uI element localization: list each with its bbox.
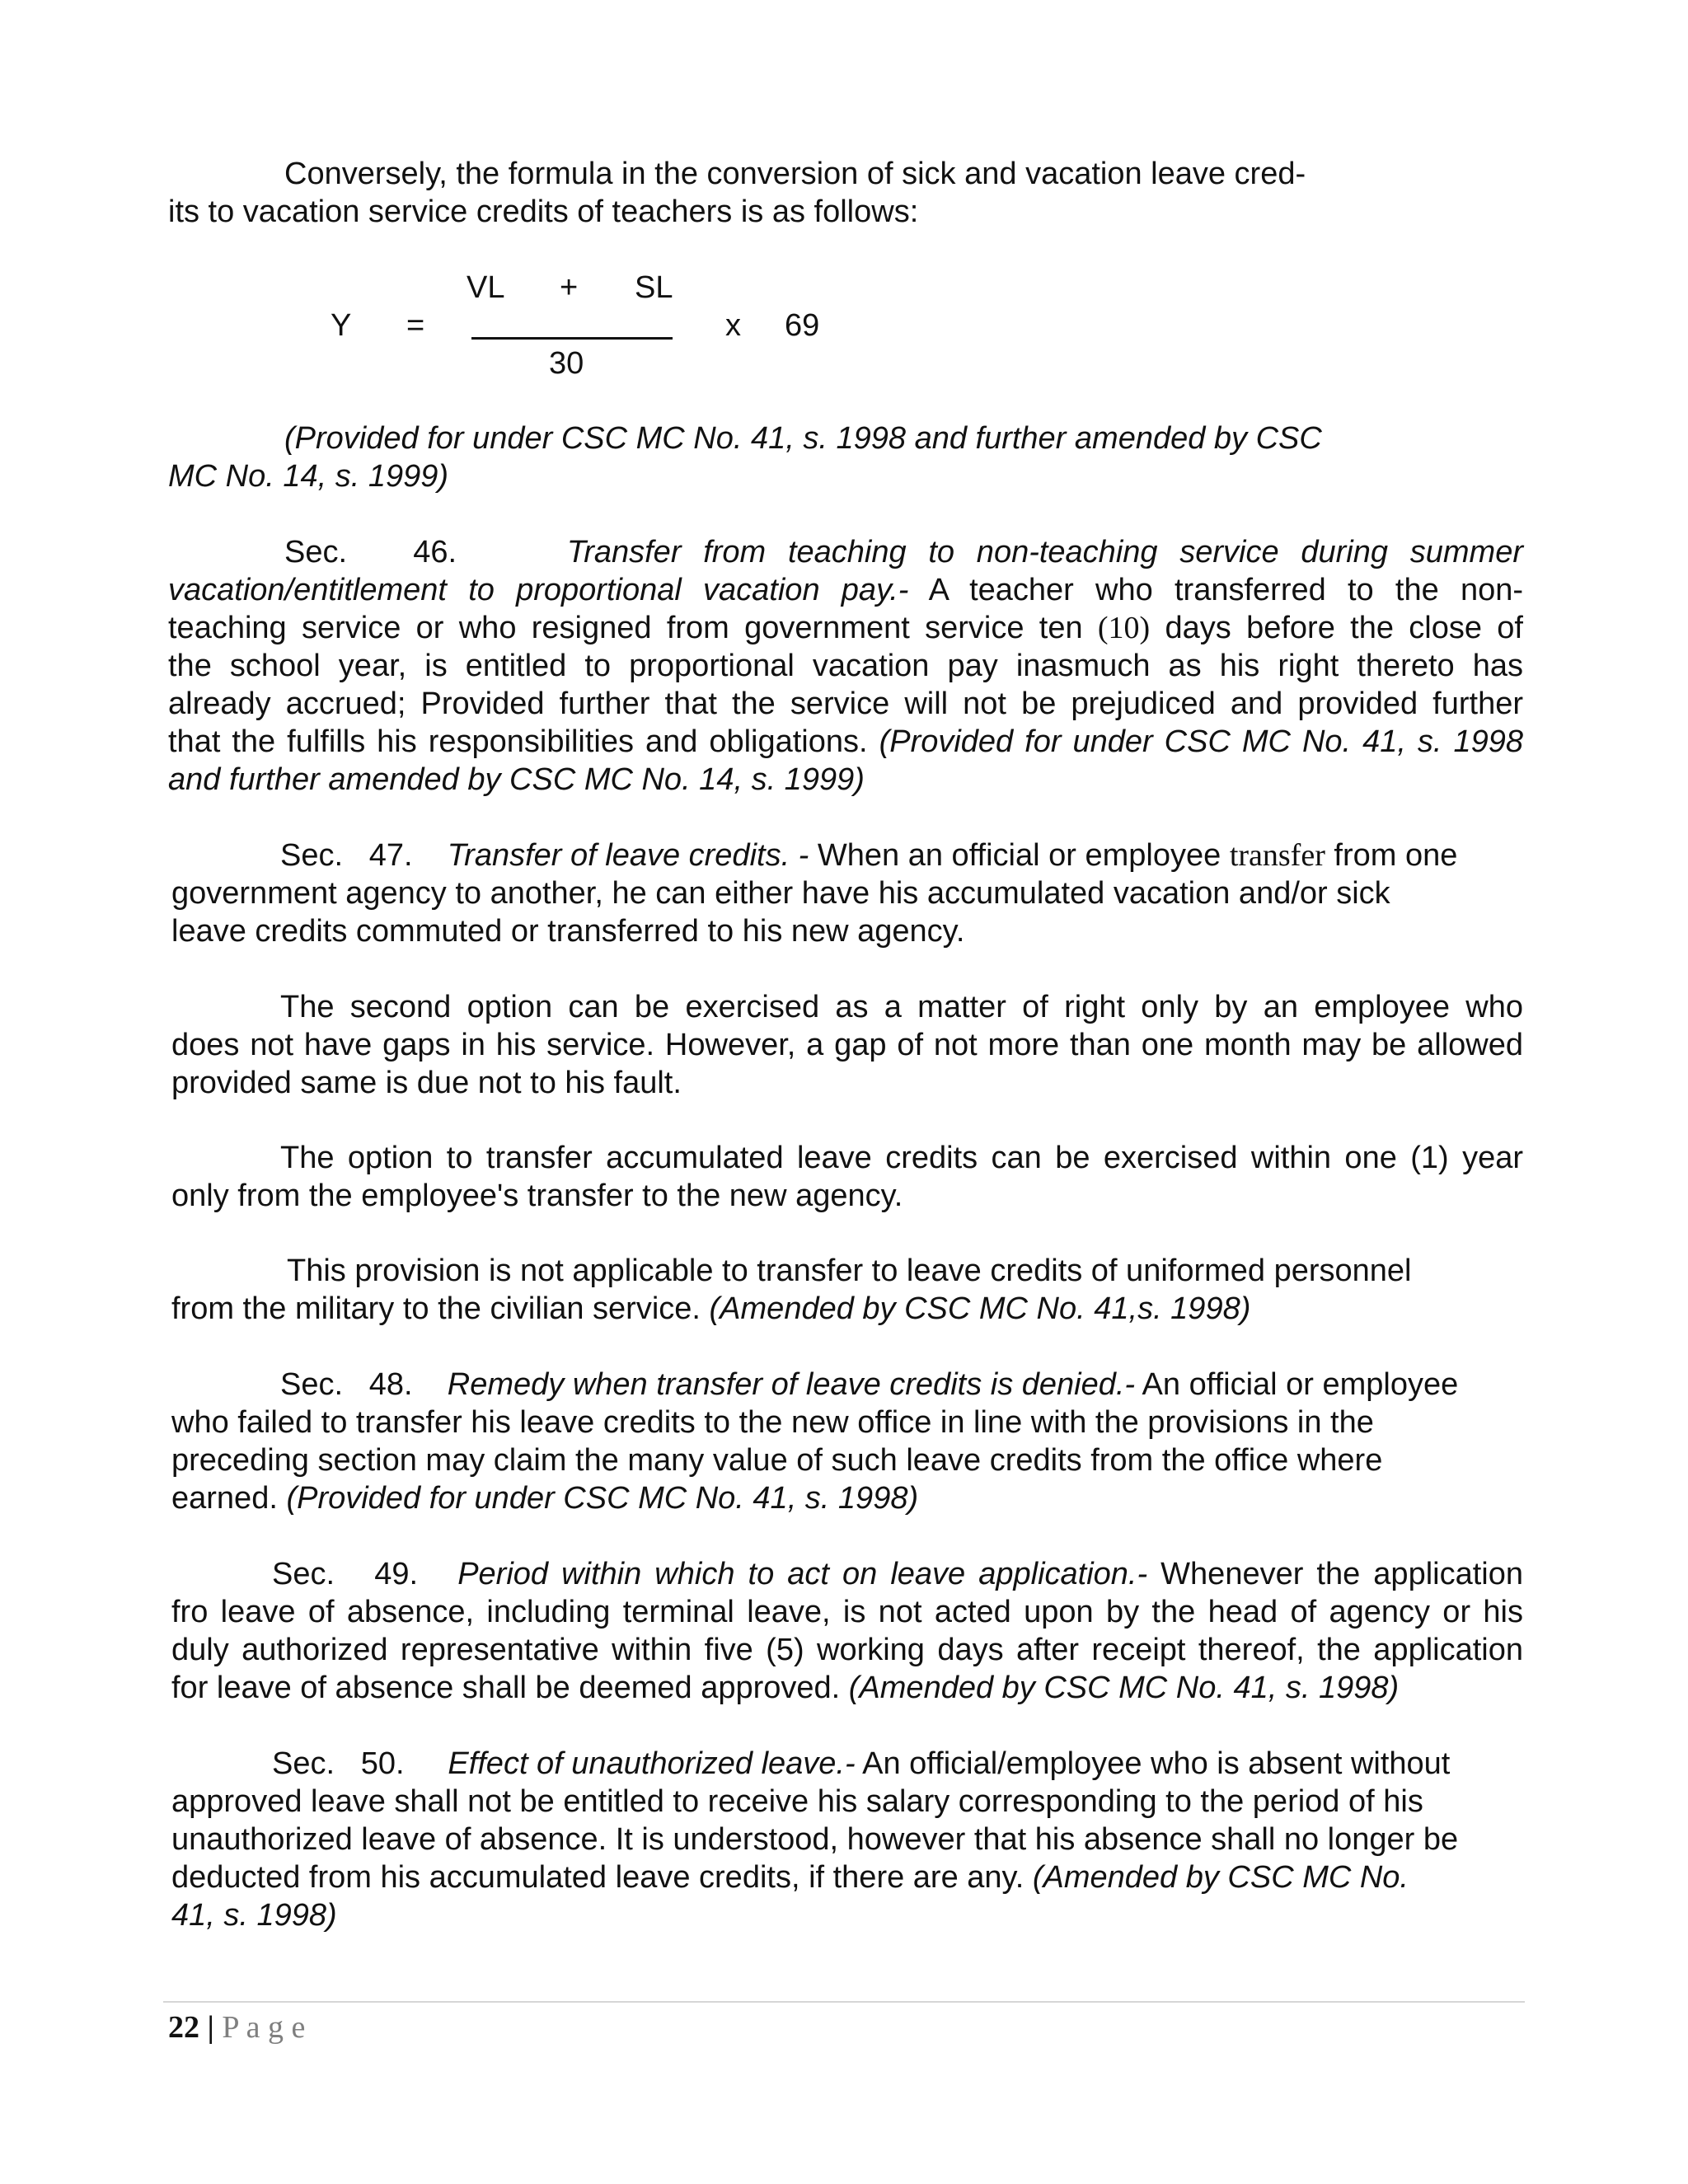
- section-46-citation: (Provided for under CSC MC No. 41, s. 1998: [879, 724, 1523, 759]
- formula-numerator-sl: SL: [635, 270, 673, 305]
- section-49-line-3: duly authorized representative within five (5) working days after receipt thereof, the application: [171, 1633, 1523, 1667]
- formula-citation-line-2: MC No. 14, s. 1999): [168, 459, 449, 494]
- formula-numerator-vl: VL: [467, 270, 505, 305]
- section-49-text: Whenever the application: [1147, 1557, 1523, 1591]
- section-50-number: Sec. 50.: [272, 1746, 405, 1781]
- section-50-line-1: [171, 1745, 1458, 1783]
- section-46-line-5: already accrued; Provided further that the service will not be prejudiced and provided further: [168, 687, 1523, 721]
- section-50-title: Effect of unauthorized leave.-: [448, 1746, 856, 1781]
- section-49-text: for leave of absence shall be deemed approved.: [171, 1671, 849, 1705]
- section-47-text: from one: [1325, 838, 1458, 873]
- provision-line-1: This provision is not applicable to transfer to leave credits of uniformed personnel: [287, 1254, 1412, 1288]
- section-49-line-4: [171, 1669, 1523, 1707]
- section-46-text: that the fulfills his responsibilities and obligations.: [168, 724, 879, 759]
- formula-equals: =: [406, 308, 425, 343]
- section-48-line-1: [171, 1366, 1458, 1404]
- section-47-line-1: [171, 837, 1457, 874]
- transfer-option-line-2: only from the employee's transfer to the new agency.: [171, 1179, 903, 1213]
- formula-fraction-bar: [471, 337, 673, 340]
- provision-paragraph: [171, 1252, 1412, 1328]
- provision-line-2: [171, 1290, 1412, 1328]
- section-48-number: Sec. 48.: [280, 1367, 413, 1402]
- transfer-option-paragraph: [171, 1139, 1523, 1215]
- section-46-line-3: [168, 609, 1523, 647]
- section-48-line-4: [171, 1479, 1458, 1517]
- page-number: 22: [168, 2010, 199, 2045]
- section-46: [168, 533, 1523, 799]
- intro-line-1: Conversely, the formula in the conversion of sick and vacation leave cred-: [284, 157, 1306, 191]
- formula-multiplier: 69: [785, 308, 820, 343]
- section-50-line-4: [171, 1858, 1458, 1896]
- section-49-title: Period within which to act on leave application.-: [457, 1557, 1148, 1591]
- section-46-line-4: the school year, is entitled to proportional vacation pay inasmuch as his right thereto has: [168, 649, 1523, 683]
- section-48: [171, 1366, 1458, 1517]
- section-50: [171, 1745, 1458, 1934]
- section-46-title-cont: vacation/entitlement to proportional vacation pay.-: [168, 573, 909, 607]
- section-50-line-5: 41, s. 1998): [171, 1898, 337, 1933]
- intro-line-2: its to vacation service credits of teachers is as follows:: [168, 194, 919, 229]
- formula-plus: +: [560, 270, 579, 305]
- second-option-line-3: provided same is due not to his fault.: [171, 1066, 682, 1100]
- second-option-paragraph: [171, 988, 1523, 1102]
- section-49-line-2: fro leave of absence, including terminal leave, is not acted upon by the head of agency or his: [171, 1595, 1523, 1629]
- section-47-line-3: leave credits commuted or transferred to his new agency.: [171, 914, 965, 949]
- section-48-text: earned.: [171, 1481, 287, 1516]
- section-50-line-2: approved leave shall not be entitled to receive his salary corresponding to the period of his: [171, 1784, 1423, 1819]
- section-46-text: teaching service or who resigned from government service ten: [168, 611, 1098, 645]
- intro-paragraph: [168, 155, 1306, 231]
- section-48-citation: (Provided for under CSC MC No. 41, s. 1998): [286, 1481, 919, 1516]
- formula-citation: [168, 419, 1322, 495]
- section-46-title: Transfer from teaching to non-teaching service during summer: [566, 535, 1523, 569]
- provision-text: from the military to the civilian service.: [171, 1291, 710, 1326]
- section-46-text: days before the close of: [1150, 611, 1523, 645]
- formula-lhs: Y: [331, 308, 352, 343]
- page-footer: [168, 2008, 305, 2046]
- second-option-line-1: The second option can be exercised as a matter of right only by an employee who: [280, 990, 1523, 1024]
- section-46-days: (10): [1097, 611, 1151, 645]
- formula-denominator: 30: [549, 346, 584, 381]
- footer-rule: [163, 2001, 1525, 2003]
- section-46-line-6: [168, 723, 1523, 761]
- second-option-line-2: does not have gaps in his service. However, a gap of not more than one month may be allowed: [171, 1028, 1523, 1062]
- section-50-citation: (Amended by CSC MC No.: [1032, 1860, 1409, 1895]
- page-separator: |: [207, 2010, 214, 2045]
- section-47-number: Sec. 47.: [280, 838, 413, 873]
- section-48-line-2: who failed to transfer his leave credits to the new office in line with the provisions in the: [171, 1405, 1374, 1440]
- section-46-line-1: [168, 533, 1523, 571]
- section-50-text: deducted from his accumulated leave credits, if there are any.: [171, 1860, 1033, 1895]
- section-46-line-7: and further amended by CSC MC No. 14, s. 1999): [168, 762, 865, 797]
- section-46-text: A teacher who transferred to the non-: [908, 573, 1523, 607]
- section-49-line-1: [171, 1555, 1523, 1593]
- section-46-number: Sec. 46.: [284, 535, 457, 569]
- section-50-text: An official/employee who is absent without: [855, 1746, 1451, 1781]
- section-47-text: When an official or employee: [809, 838, 1230, 873]
- section-47: [171, 837, 1457, 950]
- page-label: P a g e: [222, 2010, 306, 2045]
- transfer-option-line-1: The option to transfer accumulated leave credits can be exercised within one (1) year: [280, 1141, 1523, 1175]
- formula-times: x: [725, 308, 741, 343]
- section-48-text: An official or employee: [1135, 1367, 1459, 1402]
- section-47-title: Transfer of leave credits. -: [447, 838, 809, 873]
- section-48-line-3: preceding section may claim the many value of such leave credits from the office where: [171, 1443, 1383, 1478]
- section-47-line-2: government agency to another, he can either have his accumulated vacation and/or sick: [171, 876, 1390, 911]
- section-49-citation: (Amended by CSC MC No. 41, s. 1998): [848, 1671, 1400, 1705]
- formula-citation-line-1: (Provided for under CSC MC No. 41, s. 1998 and further amended by CSC: [284, 421, 1322, 456]
- section-49: [171, 1555, 1523, 1707]
- section-48-title: Remedy when transfer of leave credits is denied.-: [447, 1367, 1136, 1402]
- section-47-word-transfer: transfer: [1229, 838, 1325, 873]
- section-49-number: Sec. 49.: [272, 1557, 419, 1591]
- section-46-line-2: [168, 571, 1523, 609]
- provision-citation: (Amended by CSC MC No. 41,s. 1998): [709, 1291, 1251, 1326]
- section-50-line-3: unauthorized leave of absence. It is understood, however that his absence shall no longer be: [171, 1822, 1459, 1857]
